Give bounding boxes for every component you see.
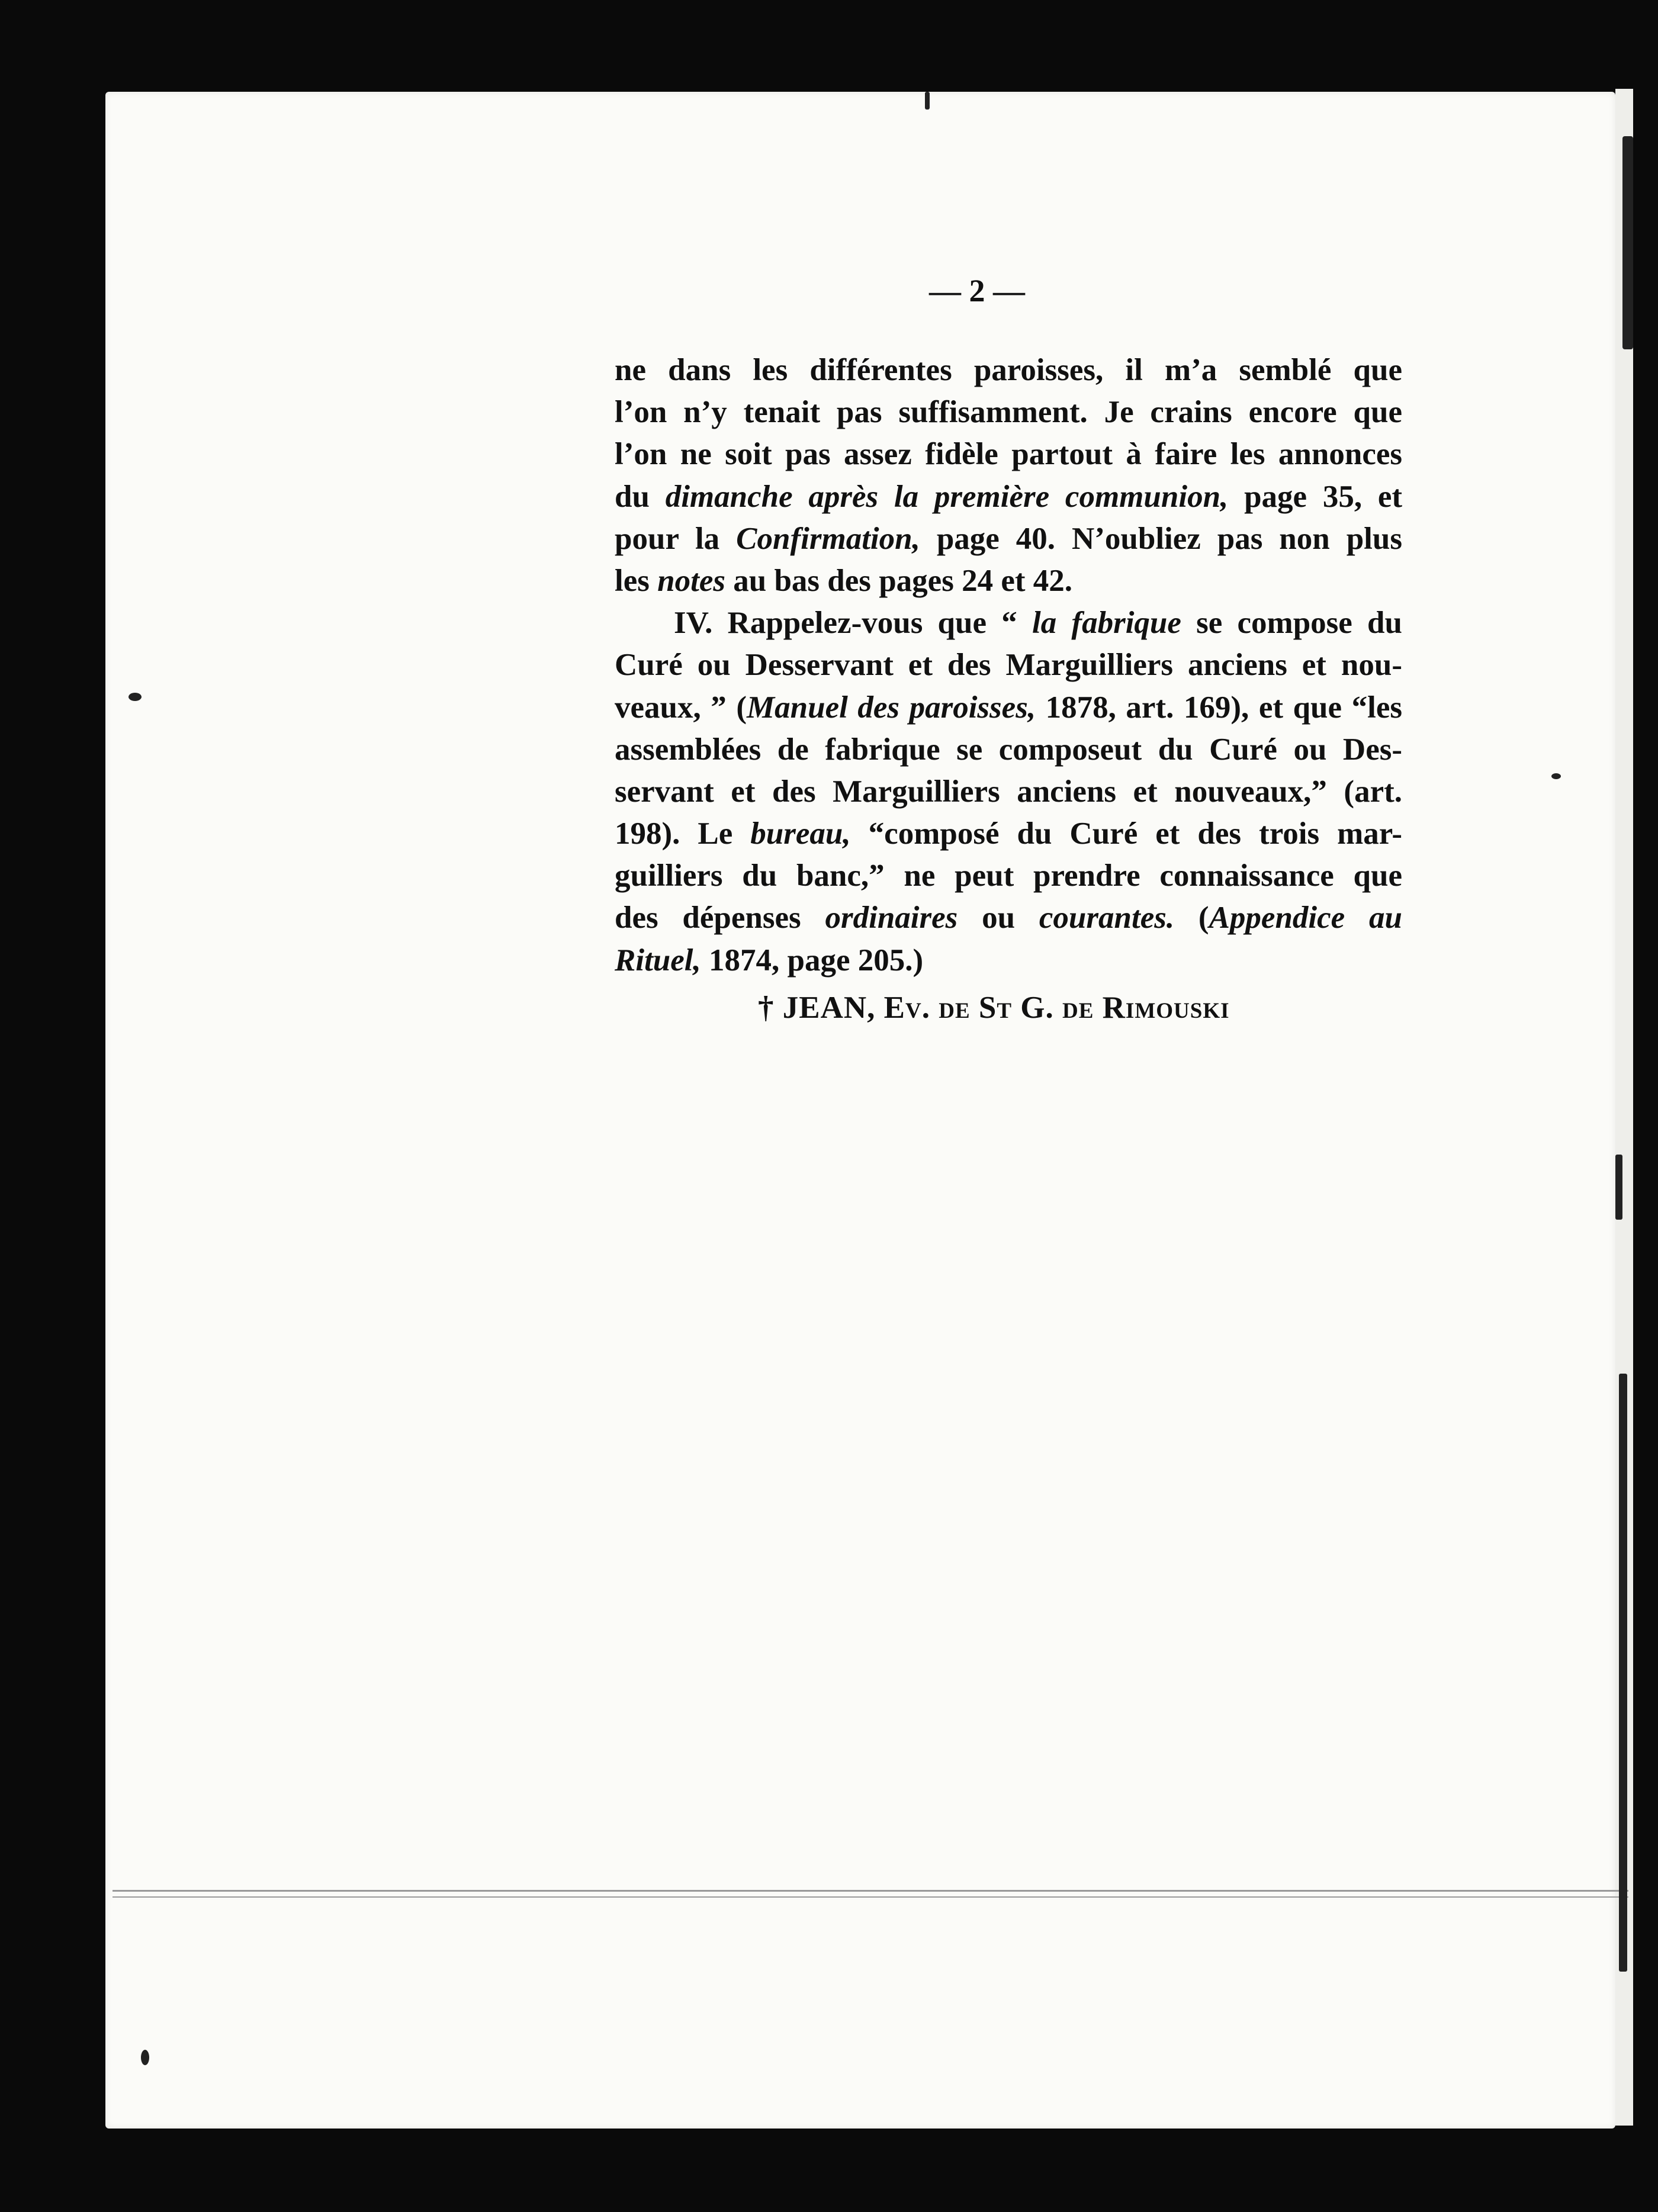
text-line	[615, 602, 1402, 644]
speck	[141, 2050, 149, 2065]
fold-line	[113, 1890, 1628, 1892]
italic-run: courantes.	[1039, 901, 1175, 935]
signature-title: Ev. de St G. de Rimouski	[883, 991, 1230, 1025]
text-run: ou	[957, 901, 1039, 935]
text-line	[615, 940, 1402, 982]
text-line: l’on ne soit pas assez fidèle partout à faire les annonces	[615, 437, 1402, 472]
text-run: page 35, et	[1228, 479, 1402, 514]
text-line: l’on n’y tenait pas suffisamment. Je crains encore que	[615, 395, 1402, 430]
signature-name: JEAN,	[782, 991, 876, 1025]
speck	[1622, 136, 1633, 349]
signature	[758, 990, 1350, 1025]
text-line	[615, 897, 1402, 939]
body-text	[615, 349, 1402, 982]
text-run: du	[615, 479, 666, 514]
text-line	[615, 813, 1402, 855]
italic-run: Appendice au	[1209, 901, 1402, 935]
text-line: servant et des Marguilliers anciens et nouveaux,” (art.	[615, 774, 1402, 809]
text-run: IV. Rappelez-vous que “	[674, 606, 1032, 641]
text-line: Curé ou Desservant et des Marguilliers anciens et nou-	[615, 648, 1402, 683]
text-run: des dépenses	[615, 901, 825, 935]
text-run: pour la	[615, 521, 737, 556]
text-line	[615, 518, 1402, 560]
speck	[1619, 1374, 1627, 1972]
text-line: ne dans les différentes paroisses, il m’a semblé que	[615, 353, 1402, 387]
speck	[925, 92, 930, 110]
page-number: — 2 —	[929, 273, 1025, 308]
italic-run: bureau,	[750, 816, 851, 851]
italic-run: notes	[657, 563, 725, 598]
text-run: page 40. N’oubliez pas non plus	[920, 521, 1403, 556]
text-run: 1878, art. 169), et que “les	[1036, 690, 1402, 725]
text-line	[615, 476, 1402, 518]
text-line	[615, 687, 1402, 729]
text-run: au bas des pages 24 et 42.	[725, 563, 1072, 598]
text-line: guilliers du banc,” ne peut prendre connaissance que	[615, 859, 1402, 893]
text-run: (	[1174, 901, 1209, 935]
text-run: les	[615, 563, 658, 598]
text-run: veaux, ” (	[615, 690, 747, 725]
cross-symbol: †	[758, 991, 775, 1025]
italic-run: dimanche après la première communion,	[665, 479, 1229, 514]
speck	[128, 693, 142, 701]
text-run: “composé du Curé et des trois mar-	[850, 816, 1402, 851]
speck	[1615, 1155, 1622, 1220]
fold-line	[113, 1896, 1628, 1898]
speck	[1551, 773, 1561, 779]
text-line	[615, 560, 1402, 602]
italic-run: la fabrique	[1032, 606, 1181, 641]
italic-run: Confirmation,	[736, 521, 920, 556]
italic-run: Manuel des paroisses,	[747, 690, 1036, 725]
italic-run: Rituel,	[615, 943, 701, 978]
text-run: 1874, page 205.)	[701, 943, 924, 978]
text-line: assemblées de fabrique se composeut du Curé ou Des-	[615, 732, 1402, 767]
italic-run: ordinaires	[825, 901, 958, 935]
text-run: se compose du	[1181, 606, 1402, 641]
text-run: 198). Le	[615, 816, 751, 851]
